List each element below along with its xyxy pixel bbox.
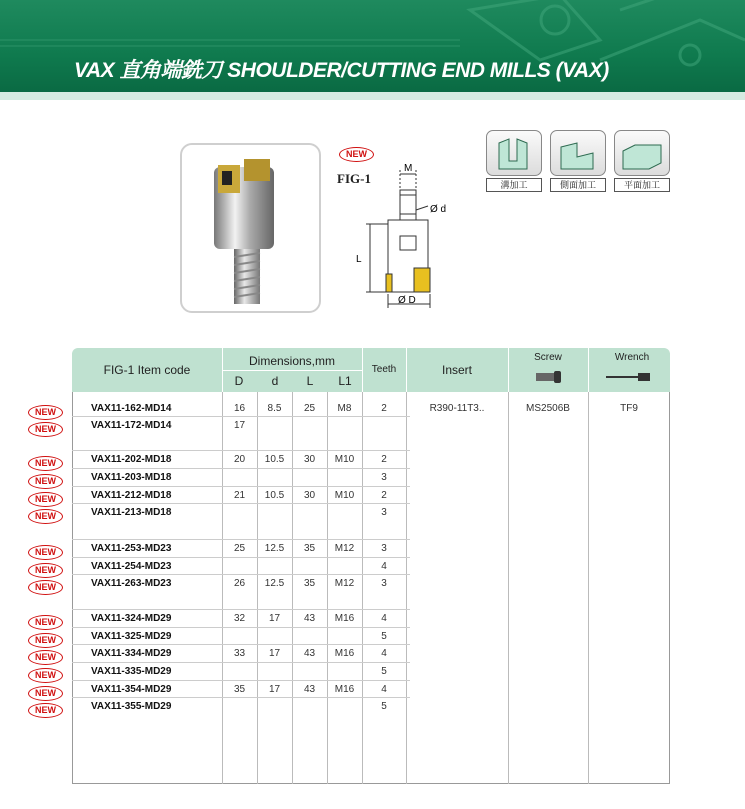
cell-d: 17 (268, 613, 281, 624)
figure-label: FIG-1 (337, 171, 371, 186)
row-divider (72, 697, 410, 698)
row-new-badge (28, 665, 63, 683)
item-code: VAX11-334-MD29 (91, 648, 172, 659)
cell-l: 43 (303, 684, 316, 695)
cell-l: 43 (303, 613, 316, 624)
cell-d: 26 (233, 578, 246, 589)
row-new-badge (28, 700, 63, 718)
new-badge: NEW (28, 615, 63, 630)
cell-d: 10.5 (264, 490, 285, 501)
new-badge: NEW (28, 633, 63, 648)
new-badge: NEW (28, 509, 63, 524)
row-new-badge (28, 489, 63, 507)
cell-teeth: 5 (381, 631, 387, 642)
cell-d: 33 (233, 648, 246, 659)
cell-teeth: 2 (381, 454, 387, 465)
cell-l: 25 (303, 403, 316, 414)
slotting-mode (486, 130, 542, 188)
header-dimensions: Dimensions,mm (248, 354, 335, 368)
side-milling-mode (550, 130, 606, 188)
row-divider (72, 468, 410, 469)
product-photo (180, 143, 321, 313)
cell-teeth: 4 (381, 561, 387, 572)
end-mill-image (182, 145, 319, 311)
cell-d: 12.5 (264, 578, 285, 589)
item-code: VAX11-202-MD18 (91, 454, 172, 465)
cell-d: 17 (268, 648, 281, 659)
item-code: VAX11-335-MD29 (91, 666, 172, 677)
item-code: VAX11-263-MD23 (91, 578, 172, 589)
cell-teeth: 4 (381, 684, 387, 695)
item-code: VAX11-203-MD18 (91, 472, 172, 483)
header-l: L (306, 374, 314, 388)
new-badge: NEW (28, 703, 63, 718)
cell-teeth: 3 (381, 507, 387, 518)
figure-new-badge (339, 144, 374, 162)
screw-icon (534, 370, 564, 384)
slotting-icon (486, 130, 542, 176)
row-divider (72, 662, 410, 663)
new-badge: NEW (28, 405, 63, 420)
new-badge: NEW (28, 668, 63, 683)
cell-l1: M16 (334, 613, 355, 624)
face-milling-mode (614, 130, 670, 188)
header-item-code: FIG-1 Item code (103, 363, 191, 377)
item-code: VAX11-355-MD29 (91, 701, 172, 712)
cell-l: 35 (303, 578, 316, 589)
face-milling-icon (614, 130, 670, 176)
cell-l1: M16 (334, 684, 355, 695)
dim-m-label: M (404, 163, 413, 174)
row-divider (72, 416, 410, 417)
side-milling-icon (550, 130, 606, 176)
row-new-badge (28, 419, 63, 437)
row-new-badge (28, 577, 63, 595)
row-divider (72, 503, 410, 504)
item-code: VAX11-325-MD29 (91, 631, 172, 642)
new-badge: NEW (28, 686, 63, 701)
header-screw: Screw (534, 352, 562, 363)
row-divider (72, 627, 410, 628)
header-d-upper: D (234, 374, 244, 388)
new-badge: NEW (28, 580, 63, 595)
row-new-badge (28, 402, 63, 420)
cell-teeth: 4 (381, 613, 387, 624)
title-banner (0, 0, 745, 92)
col-divider (508, 392, 509, 784)
cell-d: 25 (233, 543, 246, 554)
cell-l: 43 (303, 648, 316, 659)
new-badge: NEW (28, 422, 63, 437)
cell-l1: M10 (334, 454, 355, 465)
new-badge: NEW (28, 456, 63, 471)
technical-drawing (350, 162, 450, 312)
col-divider (588, 392, 589, 784)
dim-bigd-label: Ø D (398, 295, 416, 306)
row-divider (72, 557, 410, 558)
header-d-lower: d (271, 374, 279, 388)
cell-d: 17 (268, 684, 281, 695)
row-divider (72, 680, 410, 681)
item-code: VAX11-212-MD18 (91, 490, 172, 501)
cell-d: 21 (233, 490, 246, 501)
cell-teeth: 5 (381, 666, 387, 677)
cell-d: 35 (233, 684, 246, 695)
cell-d: 17 (233, 420, 246, 431)
row-new-badge (28, 647, 63, 665)
cell-l: 30 (303, 490, 316, 501)
row-new-badge (28, 506, 63, 524)
row-new-badge (28, 560, 63, 578)
slotting-label: 溝加工 (486, 178, 542, 192)
cell-teeth: 3 (381, 472, 387, 483)
cell-l1: M12 (334, 578, 355, 589)
row-new-badge (28, 542, 63, 560)
wrench-icon (604, 370, 654, 384)
row-divider (72, 574, 410, 575)
cell-insert: R390-11T3.. (429, 403, 485, 414)
item-code: VAX11-172-MD14 (91, 420, 172, 431)
row-divider (72, 609, 410, 610)
item-code: VAX11-324-MD29 (91, 613, 172, 624)
face-milling-label: 平面加工 (614, 178, 670, 192)
cell-teeth: 3 (381, 578, 387, 589)
cell-d: 12.5 (264, 543, 285, 554)
header-teeth: Teeth (371, 364, 397, 375)
row-divider (72, 644, 410, 645)
dim-d-label: Ø d (430, 204, 447, 215)
new-badge: NEW (28, 650, 63, 665)
cell-d: 8.5 (267, 403, 282, 414)
cell-d: 16 (233, 403, 246, 414)
new-badge: NEW (28, 474, 63, 489)
cell-l1: M10 (334, 490, 355, 501)
cell-d: 32 (233, 613, 246, 624)
item-code: VAX11-254-MD23 (91, 561, 172, 572)
cell-l1: M8 (337, 403, 352, 414)
row-new-badge (28, 612, 63, 630)
header-l1: L1 (338, 374, 352, 388)
cell-teeth: 4 (381, 648, 387, 659)
cell-l1: M16 (334, 648, 355, 659)
row-divider (72, 450, 410, 451)
cell-l: 30 (303, 454, 316, 465)
banner-underline (0, 92, 745, 100)
row-divider (72, 539, 410, 540)
cell-teeth: 2 (381, 403, 387, 414)
new-badge: NEW (339, 147, 374, 162)
cell-l: 35 (303, 543, 316, 554)
cell-teeth: 5 (381, 701, 387, 712)
cell-screw: MS2506B (526, 403, 570, 414)
cell-teeth: 2 (381, 490, 387, 501)
side-milling-label: 側面加工 (550, 178, 606, 192)
cell-wrench: TF9 (620, 403, 638, 414)
new-badge: NEW (28, 492, 63, 507)
item-code: VAX11-354-MD29 (91, 684, 172, 695)
item-code: VAX11-162-MD14 (91, 403, 172, 414)
cell-d: 20 (233, 454, 246, 465)
item-code: VAX11-253-MD23 (91, 543, 172, 554)
cell-teeth: 3 (381, 543, 387, 554)
dim-l-label: L (356, 254, 362, 265)
row-new-badge (28, 471, 63, 489)
row-new-badge (28, 683, 63, 701)
row-divider (72, 486, 410, 487)
new-badge: NEW (28, 563, 63, 578)
item-code: VAX11-213-MD18 (91, 507, 172, 518)
table-header (72, 348, 670, 392)
header-wrench: Wrench (614, 352, 650, 363)
cell-d: 10.5 (264, 454, 285, 465)
cell-l1: M12 (334, 543, 355, 554)
header-insert: Insert (441, 363, 472, 377)
page-title: VAX 直角端銑刀 SHOULDER/CUTTING END MILLS (VAX) (74, 59, 609, 82)
row-new-badge (28, 453, 63, 471)
row-new-badge (28, 630, 63, 648)
new-badge: NEW (28, 545, 63, 560)
